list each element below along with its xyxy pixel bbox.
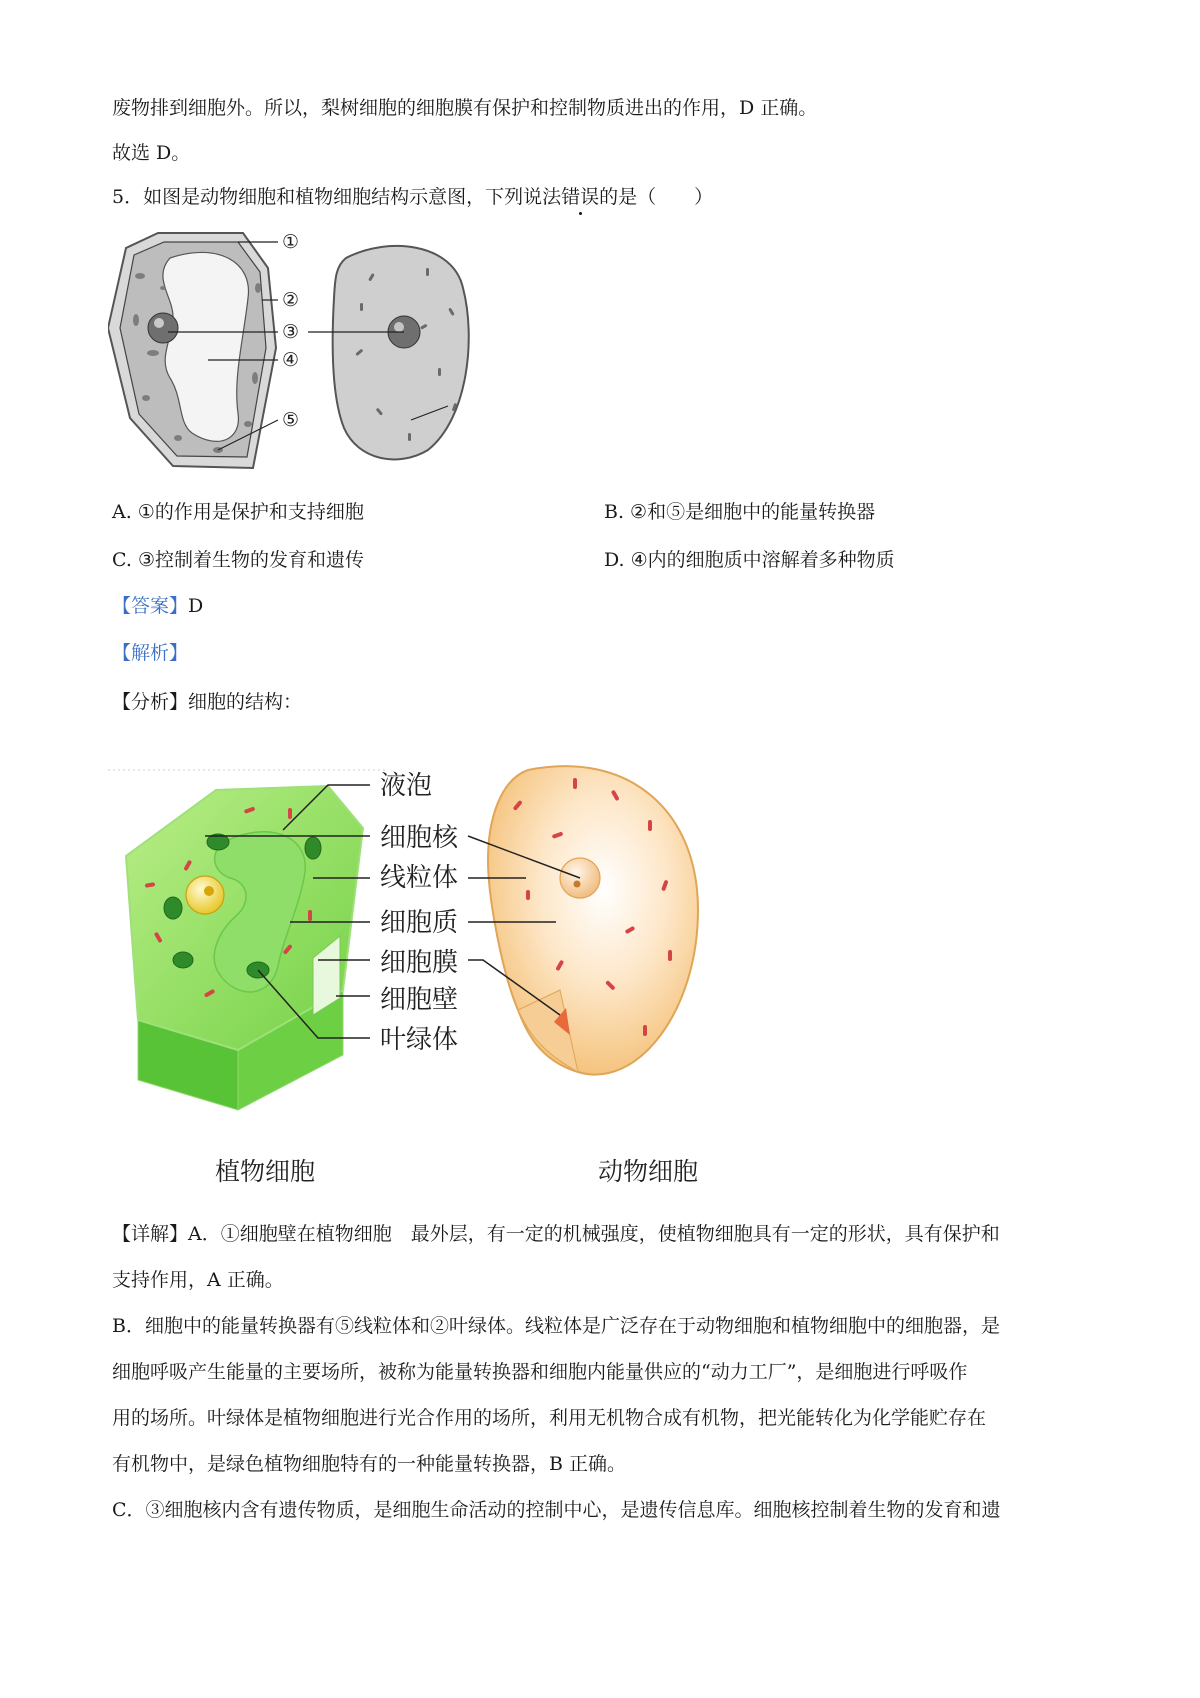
analysis-line: 【分析】细胞的结构： bbox=[112, 691, 303, 713]
answer-value: D bbox=[188, 595, 204, 617]
detail-line: C．③细胞核内含有遗传物质，是细胞生命活动的控制中心，是遗传信息库。细胞核控制着生物的发育和遗 bbox=[112, 1499, 1001, 1521]
analysis-tag: 【解析】 bbox=[112, 642, 189, 664]
option-b: B. ②和⑤是细胞中的能量转换器 bbox=[604, 501, 876, 523]
figure-label: ① bbox=[282, 231, 300, 253]
option-d: D. ④内的细胞质中溶解着多种物质 bbox=[604, 549, 895, 571]
answer-tag: 【答案】 bbox=[112, 595, 189, 617]
detail-line: B．细胞中的能量转换器有⑤线粒体和②叶绿体。线粒体是广泛存在于动物细胞和植物细胞中的细胞器，是 bbox=[112, 1315, 1000, 1337]
detail-line: 【详解】A．①细胞壁在植物细胞 最外层，有一定的机械强度，使植物细胞具有一定的形状，具有保护和 bbox=[112, 1223, 1000, 1245]
detail-line: 支持作用，A 正确。 bbox=[112, 1269, 284, 1291]
caption-animal-cell: 动物细胞 bbox=[598, 1157, 699, 1186]
figure-label: 叶绿体 bbox=[380, 1025, 459, 1055]
detail-line: 用的场所。叶绿体是植物细胞进行光合作用的场所，利用无机物合成有机物，把光能转化为化学能贮存在 bbox=[112, 1407, 987, 1429]
figure-label: 细胞膜 bbox=[380, 948, 459, 978]
answer-line bbox=[112, 594, 203, 618]
figure-label: 线粒体 bbox=[380, 863, 459, 893]
cell-structure-figure-1 bbox=[108, 228, 528, 478]
figure-label: 细胞核 bbox=[380, 823, 459, 853]
emphasis-word: 错误 bbox=[561, 186, 600, 208]
option-c: C. ③控制着生物的发育和遗传 bbox=[112, 549, 364, 571]
detail-line: 有机物中，是绿色植物细胞特有的一种能量转换器，B 正确。 bbox=[112, 1453, 627, 1475]
figure-label: 细胞壁 bbox=[380, 985, 459, 1015]
text-line: 故选 D。 bbox=[112, 142, 191, 164]
cell-structure-figure-2 bbox=[108, 760, 828, 1130]
text-line: 废物排到细胞外。所以，梨树细胞的细胞膜有保护和控制物质进出的作用，D 正确。 bbox=[112, 97, 818, 119]
figure-label: ④ bbox=[282, 349, 300, 371]
question-text: 的是（ ） bbox=[599, 186, 714, 208]
figure-label: ③ bbox=[282, 321, 300, 343]
figure-label: 液泡 bbox=[380, 771, 433, 801]
figure-label: ② bbox=[282, 289, 300, 311]
option-a: A. ①的作用是保护和支持细胞 bbox=[112, 501, 364, 523]
detail-line: 细胞呼吸产生能量的主要场所，被称为能量转换器和细胞内能量供应的“动力工厂”，是细胞进行呼吸作 bbox=[112, 1361, 968, 1383]
figure-label: ⑤ bbox=[282, 409, 300, 431]
figure-label: 细胞质 bbox=[380, 908, 459, 938]
caption-plant-cell: 植物细胞 bbox=[215, 1157, 316, 1186]
question-text: 5．如图是动物细胞和植物细胞结构示意图，下列说法 bbox=[112, 186, 562, 208]
question-5 bbox=[112, 185, 713, 209]
